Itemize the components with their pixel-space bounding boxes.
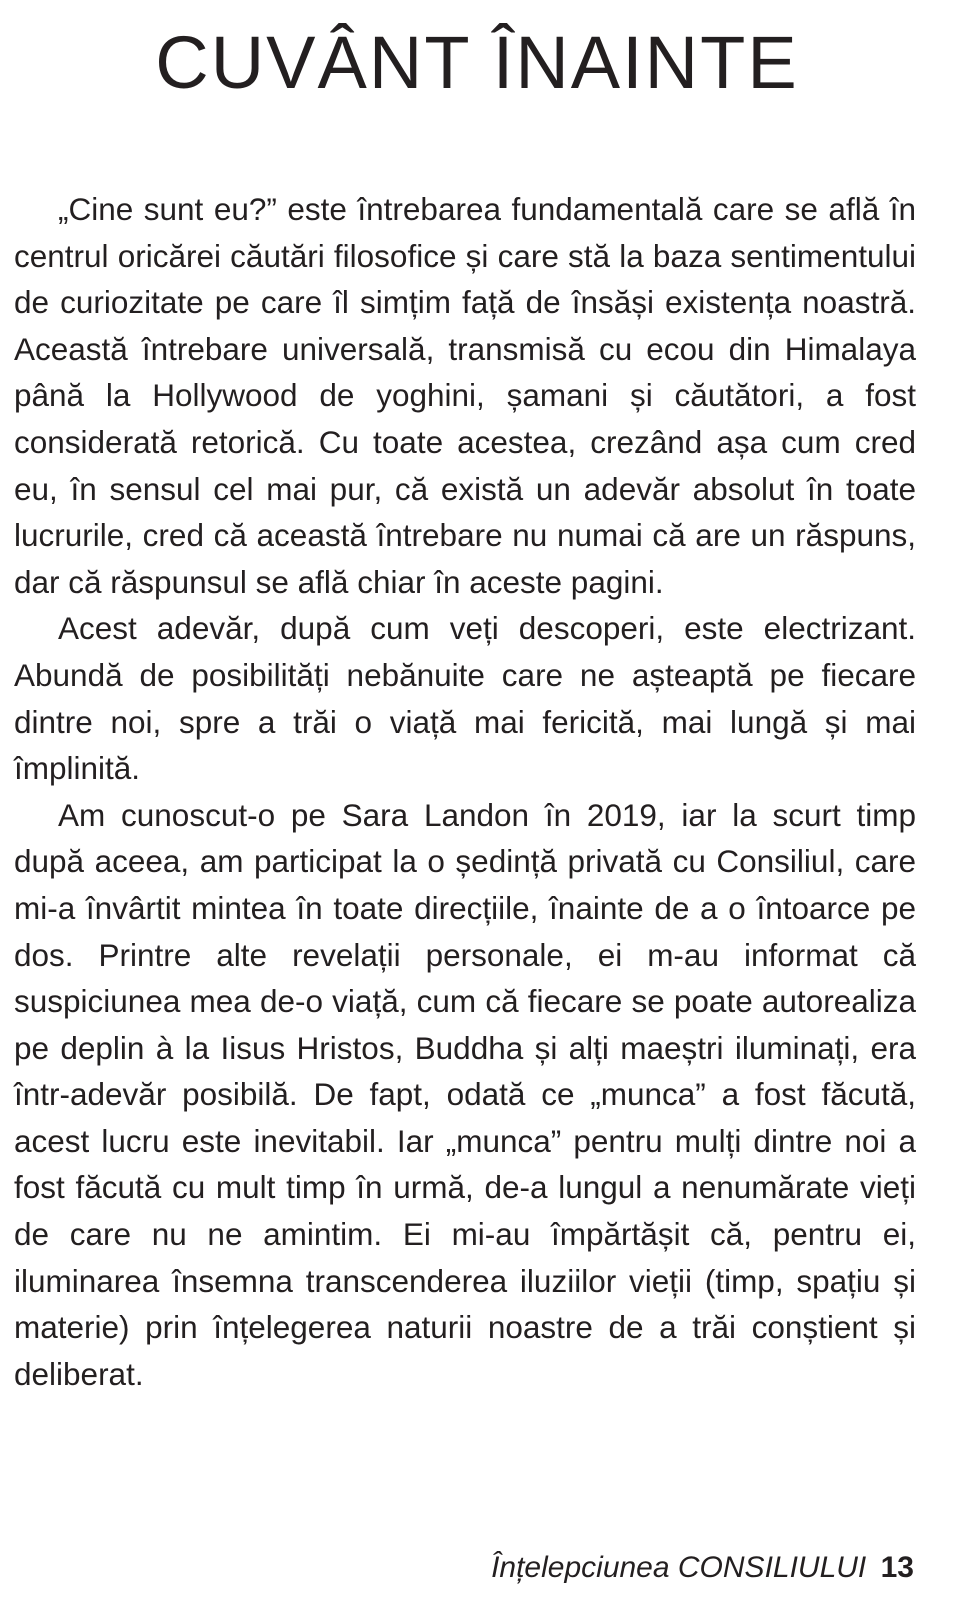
running-head: Înțelepciunea CONSILIULUI xyxy=(491,1551,867,1584)
paragraph-1: „Cine sunt eu?” este întrebarea fundamentală care se află în centrul oricărei căutări filosofice și care stă la baza sentimentului de curiozitate pe care îl simțim față de însăși existența noastră. Această întrebare universală, transmisă cu ecou din Himalaya până la Hollywood de yoghini, șamani și căutători, a fost considerată retorică. Cu toate acestea, crezând așa cum cred eu, în sensul cel mai pur, că există un adevăr absolut în toate lucrurile, cred că această întrebare nu numai că are un răspuns, dar că răspunsul se află chiar în aceste pagini. xyxy=(14,191,916,600)
paragraph-2: Acest adevăr, după cum veți descoperi, este electrizant. Abundă de posibilități nebănuite care ne așteaptă pe fiecare dintre noi, spre a trăi o viață mai fericită, mai lungă și mai împlinită. xyxy=(14,610,916,787)
paragraph-3: Am cunoscut-o pe Sara Landon în 2019, iar la scurt timp după aceea, am participat la o ședință privată cu Consiliul, care mi-a învârtit mintea în toate direcțiile, înainte de a o întoarce pe dos. Printre alte revelații personale, ei m-au informat că suspiciunea mea de-o viață, cum că fiecare se poate autorealiza pe deplin à la Iisus Hristos, Buddha și alți maeștri iluminați, era într-adevăr posibilă. De fapt, odată ce „munca” a fost făcută, acest lucru este inevitabil. Iar „munca” pentru mulți dintre noi a fost făcută cu mult timp în urmă, de-a lungul a nenumărate vieți de care nu ne amintim. Ei mi-au împărtășit că, pentru ei, iluminarea însemna transcenderea iluziilor vieții (timp, spațiu și materie) prin înțelegerea naturii noastre de a trăi conștient și deliberat. xyxy=(14,796,916,1392)
page-footer xyxy=(491,1550,914,1586)
page-number: 13 xyxy=(880,1551,914,1584)
body-text xyxy=(14,186,916,1397)
page-title: CUVÂNT ÎNAINTE xyxy=(155,21,799,104)
